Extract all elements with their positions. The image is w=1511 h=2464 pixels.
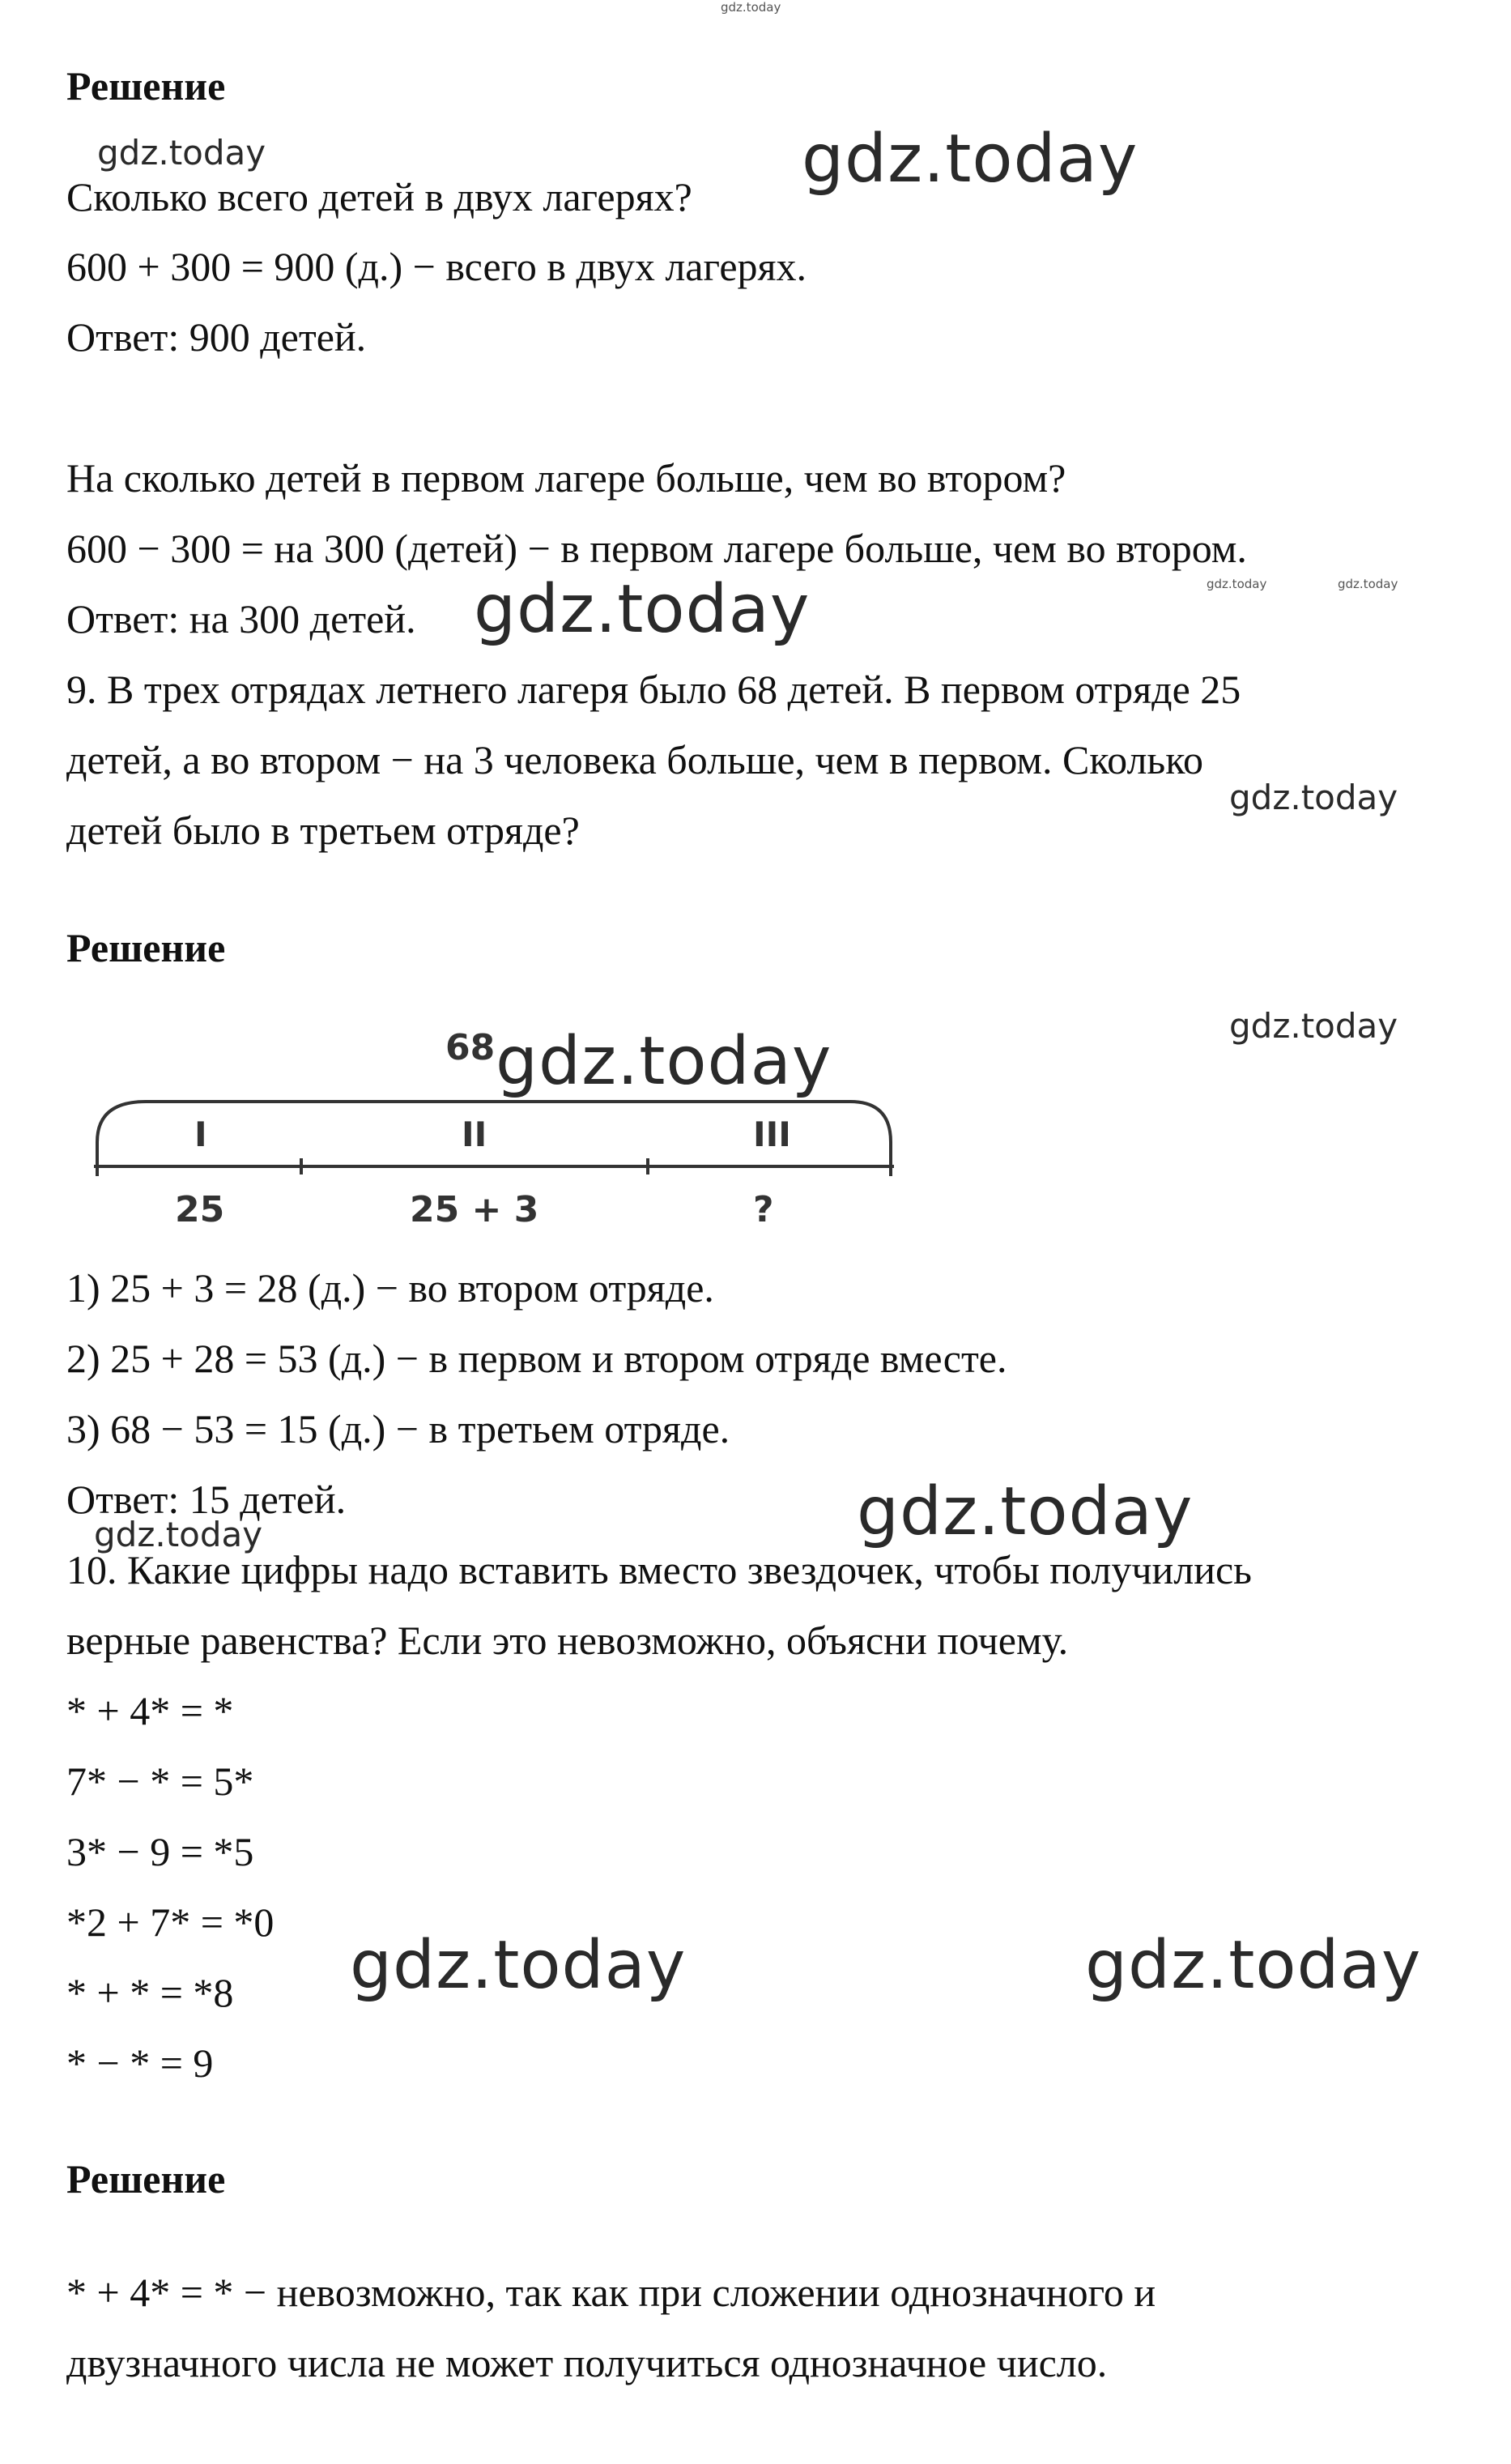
calc-line: 600 + 300 = 900 (д.) − всего в двух лагерях. [66, 244, 807, 289]
watermark: gdz.today [97, 133, 266, 173]
equation: * − * = 9 [66, 2040, 214, 2086]
solution-step: 3) 68 − 53 = 15 (д.) − в третьем отряде. [66, 1406, 730, 1452]
task9-text: детей, а во втором − на 3 человека больше, чем в первом. Сколько [66, 737, 1203, 782]
diagram-part-label-1: I [194, 1115, 207, 1154]
watermark: gdz.today [1085, 1927, 1422, 2004]
solution-text: двузначного числа не может получиться однозначное число. [66, 2340, 1108, 2385]
solution-heading-2: Решение [66, 925, 226, 970]
watermark: gdz.today [94, 1515, 263, 1554]
answer-line: Ответ: 900 детей. [66, 314, 367, 360]
diagram-part-label-2: II [462, 1115, 487, 1154]
solution-step: 1) 25 + 3 = 28 (д.) − во втором отряде. [66, 1265, 714, 1311]
equation: 3* − 9 = *5 [66, 1829, 254, 1874]
equation: * + * = *8 [66, 1970, 234, 2015]
watermark: gdz.today [802, 121, 1139, 198]
task9-text: детей было в третьем отряде? [66, 808, 580, 853]
header-watermark: gdz.today [721, 0, 781, 15]
solution-heading-1: Решение [66, 63, 226, 109]
answer-line: Ответ: на 300 детей. [66, 596, 416, 642]
watermark: gdz.today [496, 1023, 832, 1100]
watermark: gdz.today [1338, 577, 1398, 591]
diagram-value-3: ? [753, 1189, 774, 1230]
task10-text: верные равенства? Если это невозможно, объясни почему. [66, 1618, 1069, 1663]
watermark: gdz.today [350, 1927, 687, 2004]
solution-step: 2) 25 + 28 = 53 (д.) − в первом и втором отряде вместе. [66, 1336, 1007, 1381]
watermark: gdz.today [1207, 577, 1267, 591]
watermark: gdz.today [857, 1473, 1194, 1550]
question-line: На сколько детей в первом лагере больше, чем во втором? [66, 455, 1066, 501]
question-line: Сколько всего детей в двух лагерях? [66, 174, 692, 220]
solution-heading-3: Решение [66, 2156, 226, 2202]
task9-text: 9. В трех отрядах летнего лагеря было 68 детей. В первом отряде 25 [66, 667, 1241, 712]
equation: *2 + 7* = *0 [66, 1899, 275, 1945]
calc-line: 600 − 300 = на 300 (детей) − в первом лагере больше, чем во втором. [66, 526, 1247, 571]
equation: * + 4* = * [66, 1688, 234, 1733]
diagram-value-2: 25 + 3 [410, 1189, 539, 1230]
answer-line: Ответ: 15 детей. [66, 1477, 347, 1522]
task10-text: 10. Какие цифры надо вставить вместо звездочек, чтобы получились [66, 1547, 1252, 1592]
diagram-value-1: 25 [175, 1189, 225, 1230]
solution-text: * + 4* = * − невозможно, так как при сложении однозначного и [66, 2270, 1156, 2315]
diagram-part-label-3: III [753, 1115, 791, 1154]
watermark: gdz.today [1229, 1006, 1398, 1046]
equation: 7* − * = 5* [66, 1758, 254, 1804]
diagram-total-label: 68 [445, 1027, 496, 1068]
watermark: gdz.today [474, 571, 811, 648]
watermark: gdz.today [1229, 778, 1398, 817]
